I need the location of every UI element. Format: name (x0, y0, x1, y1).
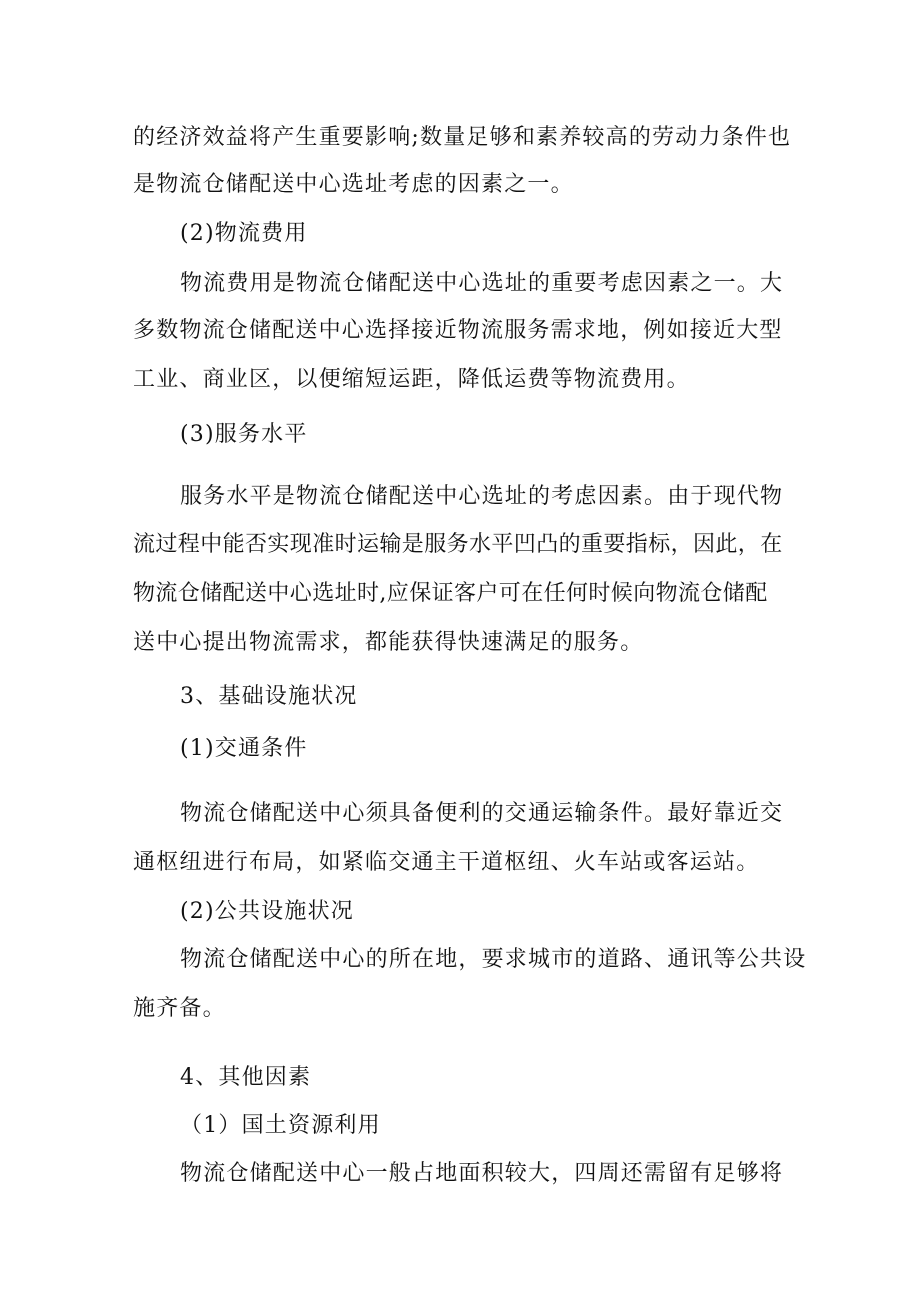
section-heading: (3)服务水平 (180, 422, 308, 447)
section-heading: （1）国土资源利用 (180, 1113, 381, 1138)
paragraph-line: 通枢纽进行布局，如紧临交通主干道枢纽、火车站或客运站。 (133, 850, 760, 875)
paragraph-line: 物流仓储配送中心须具备便利的交通运输条件。最好靠近交 (180, 801, 784, 826)
paragraph-line: 工业、商业区，以便缩短运距，降低运费等物流费用。 (133, 367, 690, 392)
section-heading: (2)公共设施状况 (180, 899, 354, 924)
section-heading: 3、基础设施状况 (180, 684, 358, 709)
paragraph-line: 流过程中能否实现准时运输是服务水平凹凸的重要指标，因此，在 (133, 532, 783, 557)
paragraph-line: 送中心提出物流需求，都能获得快速满足的服务。 (133, 630, 644, 655)
paragraph-line: 多数物流仓储配送中心选择接近物流服务需求地，例如接近大型 (133, 318, 783, 343)
paragraph-line: 物流仓储配送中心一般占地面积较大，四周还需留有足够将 (180, 1161, 784, 1186)
paragraph-line: 服务水平是物流仓储配送中心选址的考虑因素。由于现代物 (180, 484, 784, 509)
section-heading: 4、其他因素 (180, 1065, 312, 1090)
paragraph-line: 的经济效益将产生重要影响;数量足够和素养较高的劳动力条件也 (133, 125, 792, 150)
section-heading: (2)物流费用 (180, 221, 308, 246)
paragraph-line: 物流仓储配送中心的所在地，要求城市的道路、通讯等公共设 (180, 947, 807, 972)
paragraph-line: 施齐备。 (133, 996, 226, 1021)
section-heading: (1)交通条件 (180, 736, 308, 761)
paragraph-line: 物流仓储配送中心选址时,应保证客户可在任何时候向物流仓储配 (133, 581, 768, 606)
paragraph-line: 是物流仓储配送中心选址考虑的因素之一。 (133, 172, 574, 197)
paragraph-line: 物流费用是物流仓储配送中心选址的重要考虑因素之一。大 (180, 271, 784, 296)
